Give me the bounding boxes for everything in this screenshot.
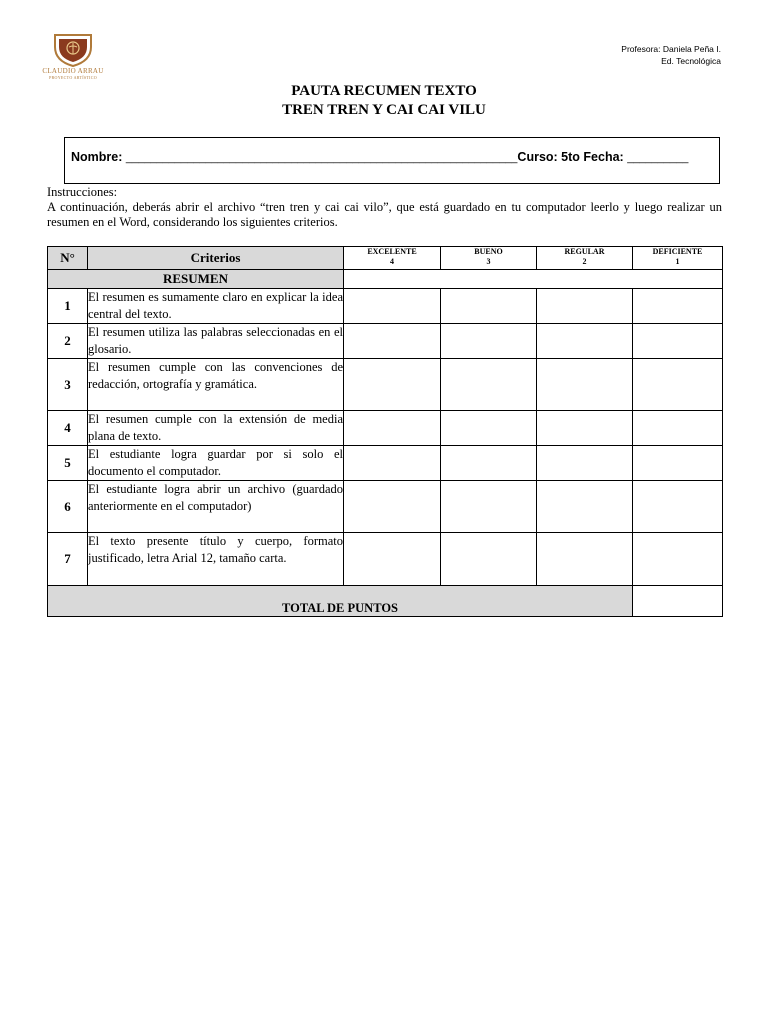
- level-good-header: BUENO 3: [441, 247, 537, 270]
- table-row: [48, 289, 723, 324]
- score-cell-excellent[interactable]: [344, 533, 441, 586]
- col-criteria-header: Criterios: [88, 247, 344, 270]
- section-spacer: [344, 270, 723, 289]
- row-number: 3: [48, 359, 88, 411]
- row-number: 1: [48, 289, 88, 324]
- header-row: [48, 247, 723, 270]
- course-label: Curso: 5to: [517, 150, 580, 164]
- score-cell-good[interactable]: [441, 289, 537, 324]
- table-row: [48, 446, 723, 481]
- row-number: 5: [48, 446, 88, 481]
- score-cell-good[interactable]: [441, 411, 537, 446]
- teacher-name: Profesora: Daniela Peña I.: [621, 44, 721, 54]
- name-line[interactable]: ________________________________________________________________: [125, 152, 518, 164]
- criterion-text: El resumen cumple con la extensión de media plana de texto.: [88, 411, 344, 446]
- table-row: [48, 411, 723, 446]
- instructions-text: A continuación, deberás abrir el archivo “tren tren y cai cai vilo”, que está guardado en tu computador leerlo y luego realizar un resumen en el Word, considerando los siguientes criterios.: [47, 200, 722, 229]
- total-row: [48, 586, 723, 617]
- score-cell-excellent[interactable]: [344, 359, 441, 411]
- row-number: 2: [48, 324, 88, 359]
- subject-name: Ed. Tecnológica: [661, 56, 721, 66]
- col-num-header: N°: [48, 247, 88, 270]
- table-row: [48, 481, 723, 533]
- row-number: 7: [48, 533, 88, 586]
- score-cell-deficient[interactable]: [633, 359, 723, 411]
- total-score-cell[interactable]: [633, 586, 723, 617]
- date-line[interactable]: __________: [627, 152, 689, 164]
- criterion-text: El texto presente título y cuerpo, formato justificado, letra Arial 12, tamaño carta.: [88, 533, 344, 586]
- title-line-1: PAUTA RECUMEN TEXTO: [291, 83, 477, 99]
- row-number: 6: [48, 481, 88, 533]
- name-label: Nombre:: [71, 150, 123, 164]
- criterion-text: El resumen utiliza las palabras seleccionadas en el glosario.: [88, 324, 344, 359]
- score-cell-excellent[interactable]: [344, 411, 441, 446]
- score-cell-deficient[interactable]: [633, 533, 723, 586]
- score-cell-regular[interactable]: [537, 533, 633, 586]
- score-cell-excellent[interactable]: [344, 481, 441, 533]
- score-cell-regular[interactable]: [537, 289, 633, 324]
- score-cell-regular[interactable]: [537, 446, 633, 481]
- score-cell-deficient[interactable]: [633, 446, 723, 481]
- score-cell-good[interactable]: [441, 481, 537, 533]
- score-cell-regular[interactable]: [537, 359, 633, 411]
- score-cell-deficient[interactable]: [633, 289, 723, 324]
- score-cell-deficient[interactable]: [633, 324, 723, 359]
- score-cell-good[interactable]: [441, 533, 537, 586]
- level-excellent-header: EXCELENTE 4: [344, 247, 441, 270]
- criterion-text: El estudiante logra guardar por si solo el documento el computador.: [88, 446, 344, 481]
- row-number: 4: [48, 411, 88, 446]
- criterion-text: El resumen cumple con las convenciones de redacción, ortografía y gramática.: [88, 359, 344, 411]
- page-title: [0, 82, 768, 120]
- total-label: TOTAL DE PUNTOS: [48, 586, 633, 617]
- score-cell-good[interactable]: [441, 359, 537, 411]
- title-line-2: TREN TREN Y CAI CAI VILU: [282, 102, 486, 118]
- score-cell-excellent[interactable]: [344, 324, 441, 359]
- score-cell-excellent[interactable]: [344, 289, 441, 324]
- score-cell-deficient[interactable]: [633, 411, 723, 446]
- logo-name: CLAUDIO ARRAU: [42, 67, 104, 75]
- date-label: Fecha:: [583, 150, 624, 164]
- instructions-heading: Instrucciones:: [47, 185, 118, 199]
- rubric-table: [47, 246, 723, 617]
- table-row: [48, 359, 723, 411]
- table-row: [48, 324, 723, 359]
- level-deficient-header: DEFICIENTE 1: [633, 247, 723, 270]
- score-cell-regular[interactable]: [537, 481, 633, 533]
- score-cell-good[interactable]: [441, 446, 537, 481]
- instructions: [47, 185, 722, 230]
- section-row: [48, 270, 723, 289]
- teacher-info: [621, 43, 721, 67]
- logo-subtitle: PROYECTO ARTÍSTICO: [49, 75, 97, 80]
- score-cell-regular[interactable]: [537, 411, 633, 446]
- criterion-text: El estudiante logra abrir un archivo (guardado anteriormente en el computador): [88, 481, 344, 533]
- school-logo: [33, 33, 113, 83]
- student-info-box: [64, 137, 720, 184]
- score-cell-deficient[interactable]: [633, 481, 723, 533]
- score-cell-regular[interactable]: [537, 324, 633, 359]
- score-cell-excellent[interactable]: [344, 446, 441, 481]
- level-regular-header: REGULAR 2: [537, 247, 633, 270]
- crest-icon: [51, 33, 95, 67]
- score-cell-good[interactable]: [441, 324, 537, 359]
- table-row: [48, 533, 723, 586]
- section-title: RESUMEN: [48, 270, 344, 289]
- criterion-text: El resumen es sumamente claro en explicar la idea central del texto.: [88, 289, 344, 324]
